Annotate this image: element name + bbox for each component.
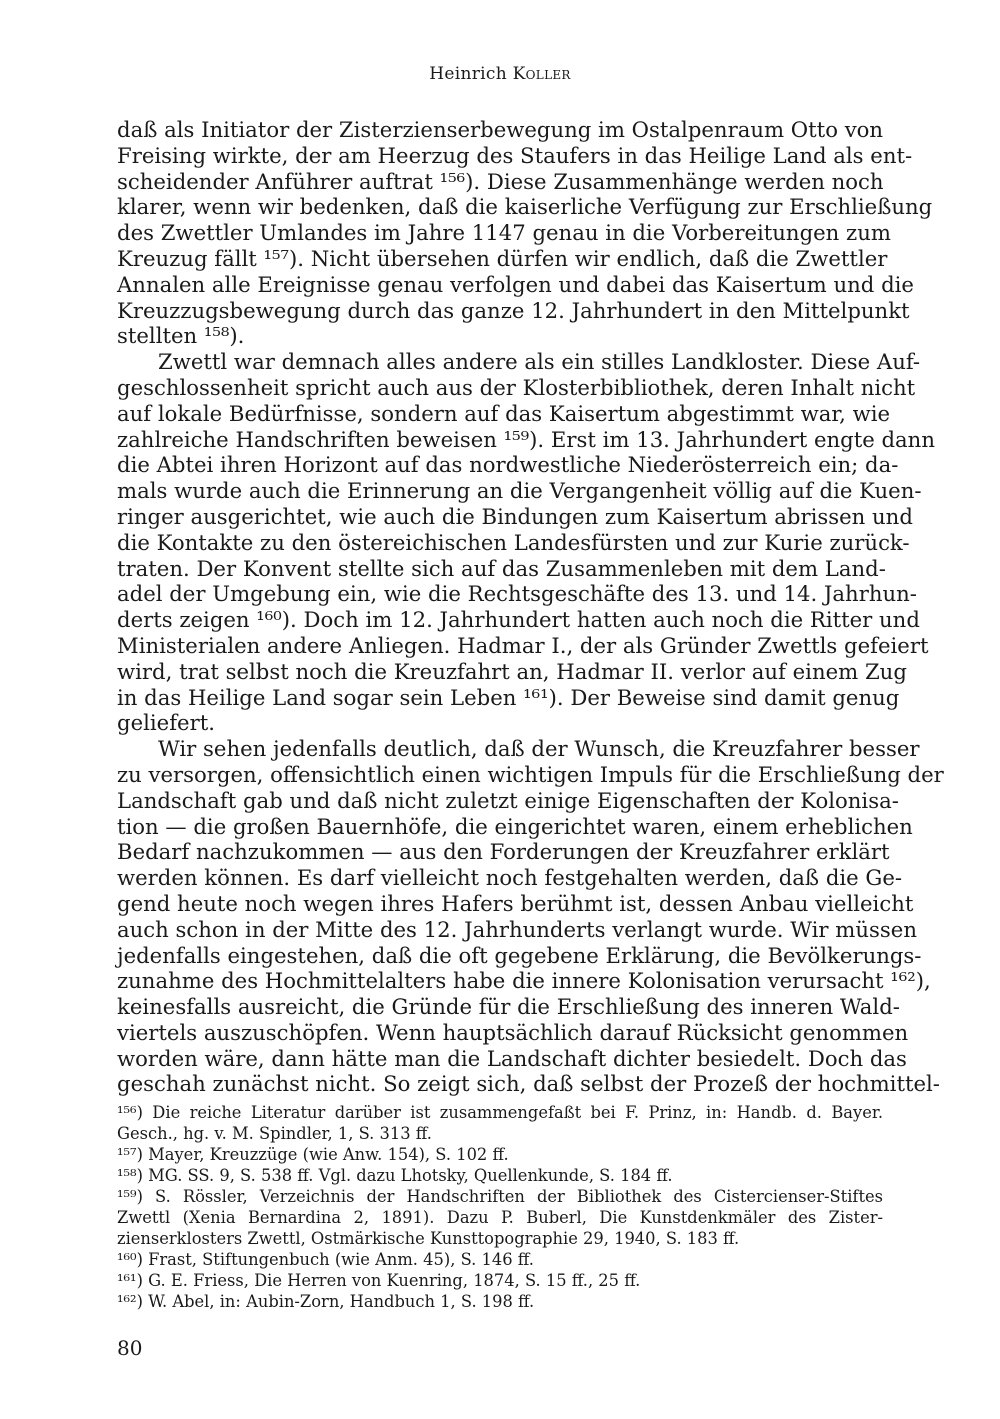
text-line: Annalen alle Ereignisse genau verfolgen und dabei das Kaisertum und die: [117, 271, 914, 297]
text-line: auch schon in der Mitte des 12. Jahrhunderts verlangt wurde. Wir müssen: [117, 916, 917, 942]
text-line: Landschaft gab und daß nicht zuletzt einige Eigenschaften der Kolonisa-: [117, 787, 899, 813]
text-line: werden können. Es darf vielleicht noch festgehalten werden, daß die Ge-: [117, 865, 903, 891]
text-line: daß als Initiator der Zisterzienserbewegung im Ostalpenraum Otto von: [117, 117, 884, 142]
footnote-line: Zwettl (Xenia Bernardina 2, 1891). Dazu P. Buberl, Die Kunstdenkmäler des Zister-: [117, 1208, 883, 1227]
text-line: jedenfalls eingestehen, daß die oft gegebene Erklärung, die Bevölkerungs-: [117, 942, 922, 968]
text-line: zahlreiche Handschriften beweisen ¹⁵⁹). Erst im 13. Jahrhundert engte dann: [117, 426, 935, 452]
text-line: gend heute noch wegen ihres Hafers berühmt ist, dessen Anbau vielleicht: [117, 890, 914, 916]
text-line: in das Heilige Land sogar sein Leben ¹⁶¹). Der Beweise sind damit genug: [117, 684, 900, 710]
text-line: ringer ausgerichtet, wie auch die Bindungen zum Kaisertum abrissen und: [117, 503, 913, 529]
text-line: wird, trat selbst noch die Kreuzfahrt an, Hadmar II. verlor auf einem Zug: [117, 658, 907, 684]
text-line: die Abtei ihren Horizont auf das nordwestliche Niederösterreich ein; da-: [117, 452, 899, 478]
footnotes: [117, 1102, 883, 1312]
running-head: [0, 64, 1000, 84]
text-line: adel der Umgebung ein, wie die Rechtsgeschäfte des 13. und 14. Jahrhun-: [117, 581, 917, 607]
text-line: Kreuzug fällt ¹⁵⁷). Nicht übersehen dürfen wir endlich, daß die Zwettler: [117, 245, 888, 271]
footnote-line: ¹⁶¹) G. E. Friess, Die Herren von Kuenring, 1874, S. 15 ff., 25 ff.: [117, 1271, 641, 1290]
text-line: Kreuzzugsbewegung durch das ganze 12. Jahrhundert in den Mittelpunkt: [117, 297, 910, 323]
text-line: derts zeigen ¹⁶⁰). Doch im 12. Jahrhundert hatten auch noch die Ritter und: [117, 607, 920, 633]
text-line: tion — die großen Bauernhöfe, die eingerichtet waren, einem erheblichen: [117, 813, 913, 839]
text-line: die Kontakte zu den östereichischen Landesfürsten und zur Kurie zurück-: [117, 529, 910, 555]
text-line: klarer, wenn wir bedenken, daß die kaiserliche Verfügung zur Erschließung: [117, 194, 933, 220]
text-line: Zwettl war demnach alles andere als ein stilles Landkloster. Diese Auf-: [158, 349, 921, 375]
footnote-line: ¹⁵⁸) MG. SS. 9, S. 538 ff. Vgl. dazu Lhotsky, Quellenkunde, S. 184 ff.: [117, 1166, 673, 1185]
footnote-line: ¹⁶⁰) Frast, Stiftungenbuch (wie Anm. 45), S. 146 ff.: [117, 1250, 534, 1269]
text-line: keinesfalls ausreicht, die Gründe für die Erschließung des inneren Wald-: [117, 994, 900, 1020]
text-line: geliefert.: [117, 710, 215, 736]
main-text: [117, 117, 944, 1097]
text-line: scheidender Anführer auftrat ¹⁵⁶). Diese Zusammenhänge werden noch: [117, 168, 884, 194]
text-line: traten. Der Konvent stellte sich auf das Zusammenleben mit dem Land-: [117, 555, 886, 581]
page-number: 80: [117, 1336, 143, 1360]
footnote-line: ¹⁶²) W. Abel, in: Aubin-Zorn, Handbuch 1, S. 198 ff.: [117, 1292, 535, 1311]
footnote-line: ¹⁵⁷) Mayer, Kreuzzüge (wie Anw. 154), S. 102 ff.: [117, 1145, 509, 1164]
author-first-name: Heinrich: [429, 64, 507, 84]
text-line: zunahme des Hochmittelalters habe die innere Kolonisation verursacht ¹⁶²),: [117, 968, 931, 994]
footnote-line: ¹⁵⁹) S. Rössler, Verzeichnis der Handschriften der Bibliothek des Cistercienser-Stiftes: [117, 1187, 883, 1206]
text-line: mals wurde auch die Erinnerung an die Vergangenheit völlig auf die Kuen-: [117, 478, 922, 504]
text-line: geschlossenheit spricht auch aus der Klosterbibliothek, deren Inhalt nicht: [117, 374, 916, 400]
footnote-line: zienserklosters Zwettl, Ostmärkische Kunsttopographie 29, 1940, S. 183 ff.: [117, 1229, 740, 1248]
text-line: stellten ¹⁵⁸).: [117, 323, 245, 349]
text-line: Bedarf nachzukommen — aus den Forderungen der Kreuzfahrer erklärt: [117, 839, 890, 865]
text-line: Freising wirkte, der am Heerzug des Staufers in das Heilige Land als ent-: [117, 142, 913, 168]
text-line: worden wäre, dann hätte man die Landschaft dichter besiedelt. Doch das: [117, 1045, 907, 1071]
text-line: Ministerialen andere Anliegen. Hadmar I., der als Gründer Zwettls gefeiert: [117, 632, 929, 658]
text-line: auf lokale Bedürfnisse, sondern auf das Kaisertum abgestimmt war, wie: [117, 400, 891, 426]
text-line: Wir sehen jedenfalls deutlich, daß der Wunsch, die Kreuzfahrer besser: [158, 736, 920, 762]
text-line: viertels auszuschöpfen. Wenn hauptsächlich darauf Rücksicht genommen: [117, 1019, 909, 1045]
text-line: des Zwettler Umlandes im Jahre 1147 genau in die Vorbereitungen zum: [117, 220, 891, 246]
text-line: geschah zunächst nicht. So zeigt sich, daß selbst der Prozeß der hochmittel-: [117, 1071, 940, 1097]
footnote-line: ¹⁵⁶) Die reiche Literatur darüber ist zusammengefaßt bei F. Prinz, in: Handb. d. Bayer.: [117, 1103, 883, 1122]
text-line: zu versorgen, offensichtlich einen wichtigen Impuls für die Erschließung der: [117, 761, 944, 787]
author-last-name: Koller: [512, 64, 571, 84]
footnote-line: Gesch., hg. v. M. Spindler, 1, S. 313 ff.: [117, 1124, 432, 1143]
